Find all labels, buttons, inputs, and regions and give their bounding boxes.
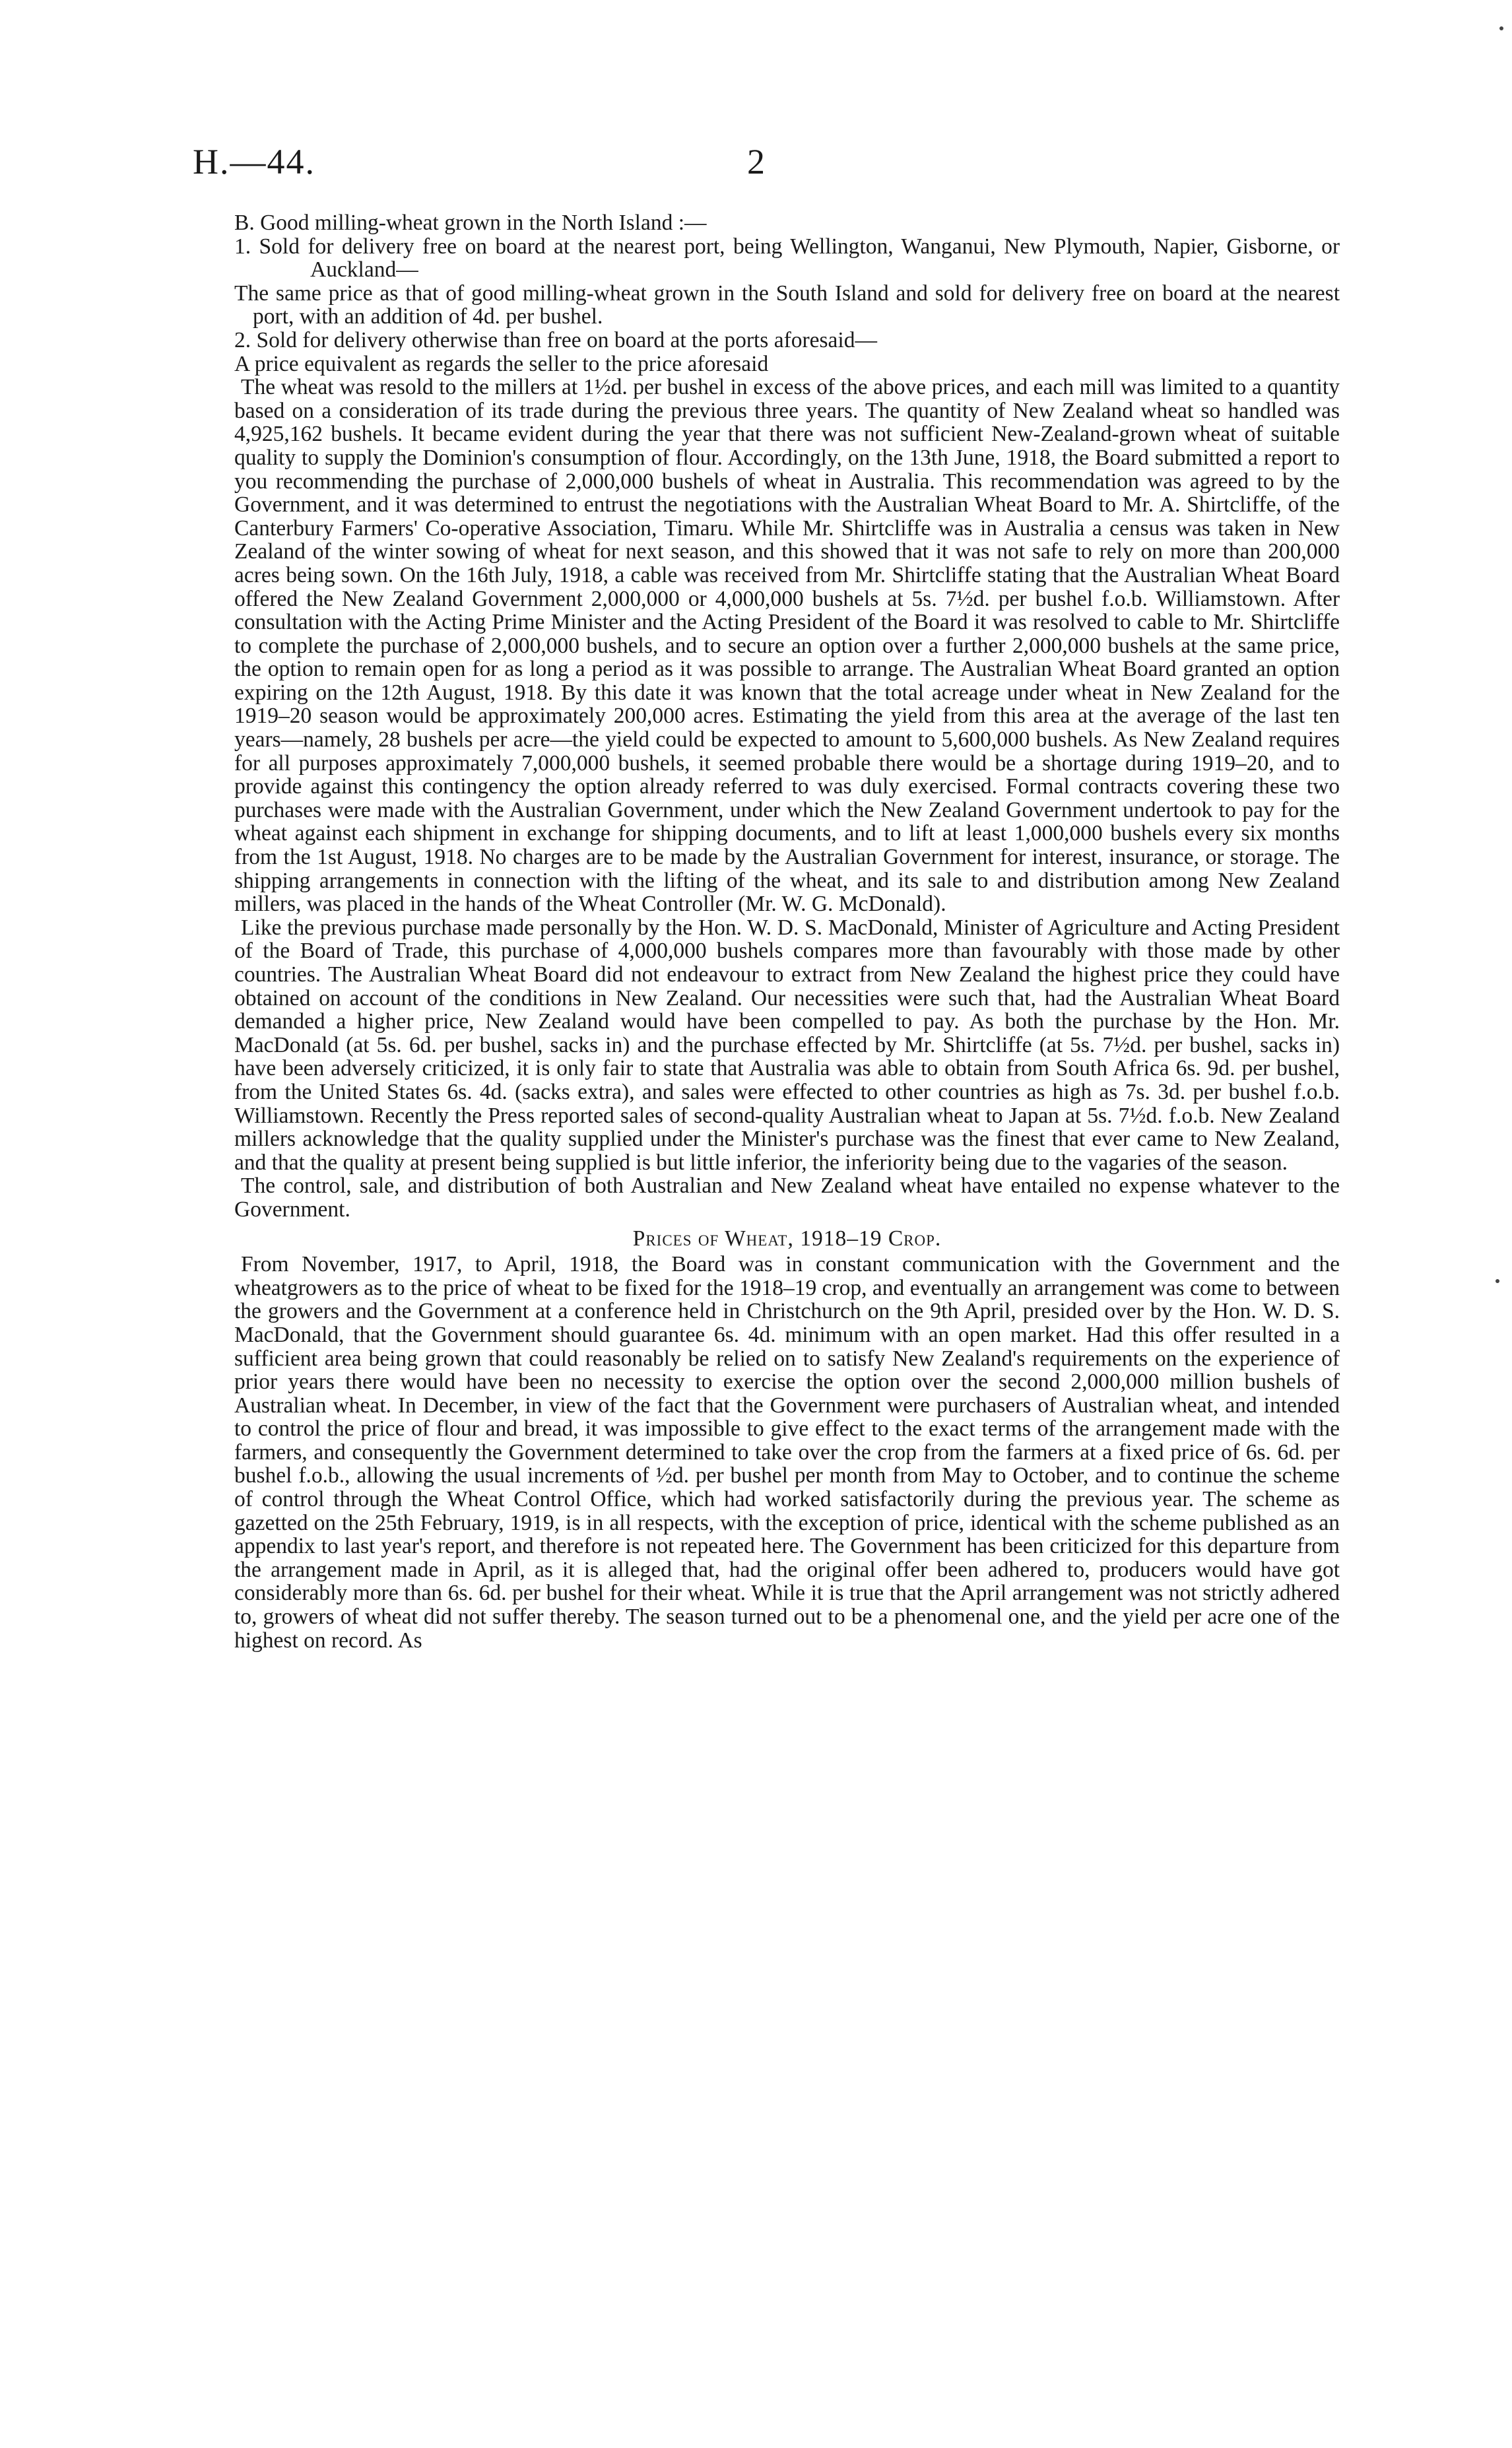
section-b-item-1: 1. Sold for delivery free on board at the nearest port, being Wellington, Wanganui, New Plymouth, Napier, Gisborne, or Auckland— <box>234 234 1340 282</box>
paragraph-prices-1918-19: From November, 1917, to April, 1918, the Board was in constant communication with the Government and the wheatgrowers as to the price of wheat to be fixed for the 1918–19 crop, and eventually an arrangement was come to between the growers and the Government at a conference held in Christchurch on the 9th April, presided over by the Hon. W. D. S. MacDonald, that the Government should guarantee 6s. 4d. minimum with an open market. Had this offer resulted in a sufficient area being grown that could reasonably be relied on to satisfy New Zealand's requirements on the experience of prior years there would have been no necessity to exercise the option over the second 2,000,000 million bushels of Australian wheat. In December, in view of the fact that the Government were purchasers of Australian wheat, and intended to control the price of flour and bread, it was impossible to give effect to the exact terms of the arrangement made with the farmers, and consequently the Government determined to take over the crop from the farmers at a fixed price of 6s. 6d. per bushel f.o.b., allowing the usual increments of ½d. per bushel per month from May to October, and to continue the scheme of control through the Wheat Control Office, which had worked satisfactorily during the previous year. The scheme as gazetted on the 25th February, 1919, is in all respects, with the exception of price, identical with the scheme published as an appendix to last year's report, and therefore is not repeated here. The Government has been criticized for this departure from the arrangement made in April, as it is alleged that, had the original offer been adhered to, producers would have got considerably more than 6s. 6d. per bushel for their wheat. While it is true that the April arrangement was not strictly adhered to, growers of wheat did not suffer thereby. The season turned out to be a phenomenal one, and the yield per acre one of the highest on record. As <box>234 1252 1340 1653</box>
page-number: 2 <box>747 142 765 182</box>
section-b-item-2: 2. Sold for delivery otherwise than free on board at the ports aforesaid— <box>234 327 877 352</box>
document-reference: H.—44. <box>193 142 315 182</box>
section-b-item-2-detail: A price equivalent as regards the seller to the price aforesaid <box>234 351 769 376</box>
paragraph-control-expense: The control, sale, and distribution of both Australian and New Zealand wheat have entailed no expense whatever to the Government. <box>234 1174 1340 1222</box>
page-header <box>193 141 1328 187</box>
scan-speck <box>1496 1279 1499 1283</box>
section-b-title: B. Good milling-wheat grown in the North Island :— <box>234 211 707 235</box>
paragraph-wheat-resale: The wheat was resold to the millers at 1½d. per bushel in excess of the above prices, and each mill was limited to a quantity based on a consideration of its trade during the previous three years. The quantity of New Zealand wheat so handled was 4,925,162 bushels. It became evident during the year that there was not sufficient New-Zealand-grown wheat of suitable quality to supply the Dominion's consumption of flour. Accordingly, on the 13th June, 1918, the Board submitted a report to you recommending the purchase of 2,000,000 bushels of wheat in Australia. This recommendation was agreed to by the Government, and it was determined to entrust the negotiations with the Australian Wheat Board to Mr. A. Shirtcliffe, of the Canterbury Farmers' Co-operative Association, Timaru. While Mr. Shirtcliffe was in Australia a census was taken in New Zealand of the winter sowing of wheat for next season, and this showed that it was not safe to rely on more than 200,000 acres being sown. On the 16th July, 1918, a cable was received from Mr. Shirtcliffe stating that the Australian Wheat Board offered the New Zealand Government 2,000,000 or 4,000,000 bushels at 5s. 7½d. per bushel f.o.b. Williamstown. After consultation with the Acting Prime Minister and the Acting President of the Board it was resolved to cable to Mr. Shirtcliffe to complete the purchase of 2,000,000 bushels, and to secure an option over a further 2,000,000 bushels at the same price, the option to remain open for as long a period as it was possible to arrange. The Australian Wheat Board granted an option expiring on the 12th August, 1918. By this date it was known that the total acreage under wheat in New Zealand for the 1919–20 season would be approximately 200,000 acres. Estimating the yield from this area at the average of the last ten years—namely, 28 bushels per acre—the yield could be expected to amount to 5,600,000 bushels. As New Zealand requires for all purposes approximately 7,000,000 bushels, it seemed probable there would be a shortage during 1919–20, and to provide against this contingency the option already referred to was duly exercised. Formal contracts covering these two purchases were made with the Australian Government, under which the New Zealand Government undertook to pay for the wheat against each shipment in exchange for shipping documents, and to lift at least 1,000,000 bushels every six months from the 1st August, 1918. No charges are to be made by the Australian Government for interest, insurance, or storage. The shipping arrangements in connection with the lifting of the wheat, and its sale to and distribution among New Zealand millers, was placed in the hands of the Wheat Controller (Mr. W. G. McDonald). <box>234 375 1340 917</box>
document-body <box>234 211 1340 1652</box>
section-b-item-1-detail: The same price as that of good milling-wheat grown in the South Island and sold for delivery free on board at the nearest port, with an addition of 4d. per bushel. <box>234 281 1340 329</box>
section-heading-prices: Prices of Wheat, 1918–19 Crop. <box>632 1226 942 1251</box>
paragraph-purchase-comparison: Like the previous purchase made personally by the Hon. W. D. S. MacDonald, Minister of Agriculture and Acting President of the Board of Trade, this purchase of 4,000,000 bushels compares more than favourably with those made by other countries. The Australian Wheat Board did not endeavour to extract from New Zealand the highest price they could have obtained on account of the conditions in New Zealand. Our necessities were such that, had the Australian Wheat Board demanded a higher price, New Zealand would have been compelled to pay. As both the purchase by the Hon. Mr. MacDonald (at 5s. 6d. per bushel, sacks in) and the purchase effected by Mr. Shirtcliffe (at 5s. 7½d. per bushel, sacks in) have been adversely criticized, it is only fair to state that Australia was able to obtain from South Africa 6s. 9d. per bushel, from the United States 6s. 4d. (sacks extra), and sales were effected to other countries as high as 7s. 3d. per bushel f.o.b. Williamstown. Recently the Press reported sales of second-quality Australian wheat to Japan at 5s. 7½d. f.o.b. New Zealand millers acknowledge that the quality supplied under the Minister's purchase was the finest that ever came to New Zealand, and that the quality at present being supplied is but little inferior, the inferiority being due to the vagaries of the season. <box>234 915 1340 1175</box>
scan-speck <box>1499 26 1503 30</box>
